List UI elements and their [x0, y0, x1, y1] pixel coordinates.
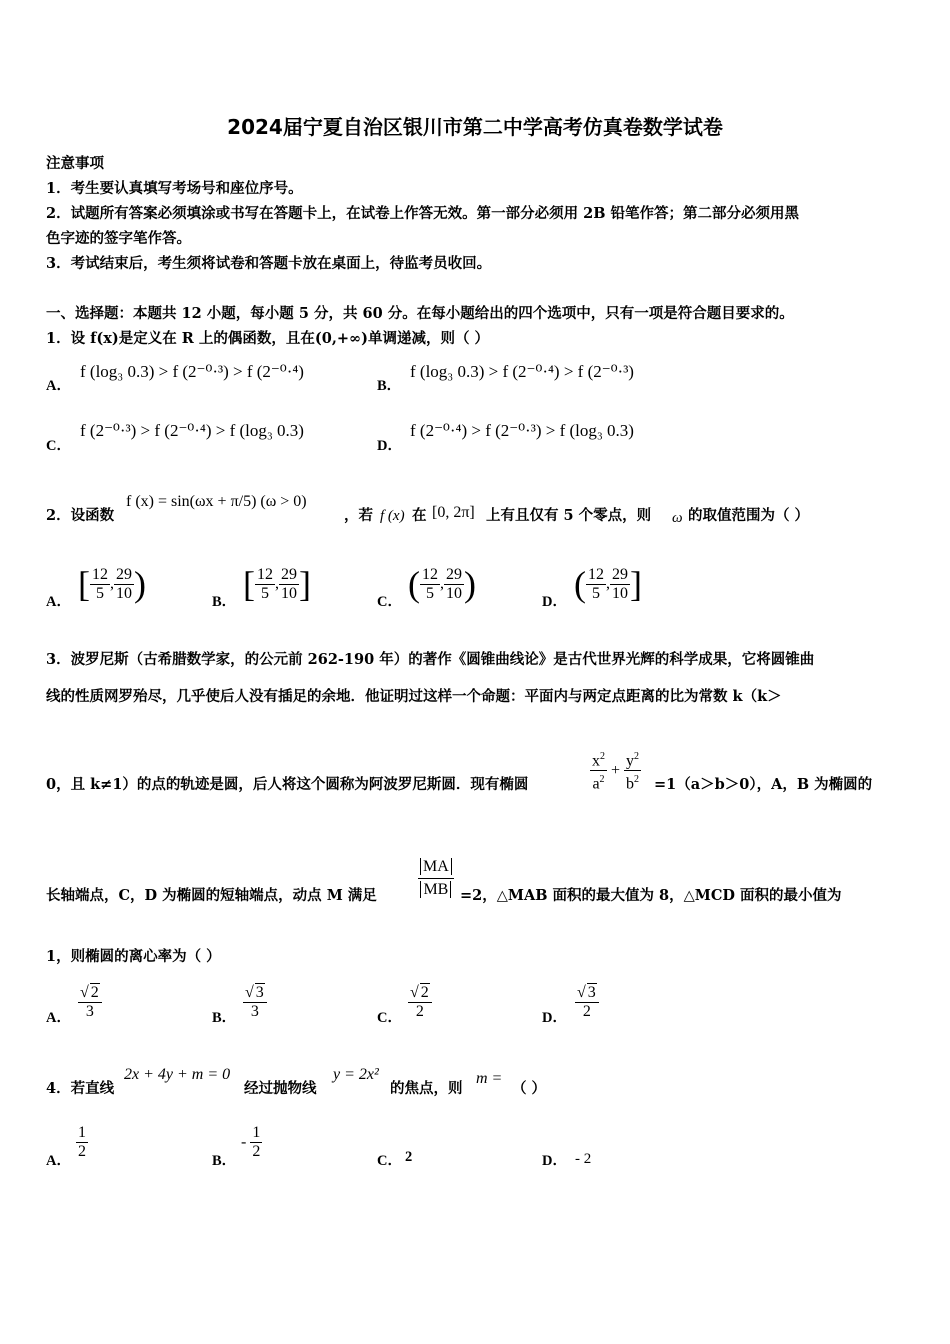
denominator: $b^2$ — [626, 774, 640, 793]
open-bracket: ( — [574, 564, 586, 604]
q4-parabola: y = 2x² — [333, 1066, 379, 1083]
q2-option-c: ( $\frac{12}{5}$ , $\frac{29}{10}$ ) — [408, 564, 476, 604]
q4-option-c: 2 — [405, 1149, 413, 1165]
denominator: 3 — [250, 1003, 259, 1020]
question-3-line: =2，△MAB 面积的最大值为 8，△MCD 面积的最小值为 — [460, 887, 842, 904]
q2-option-label: D． — [542, 594, 567, 610]
numerator: 29 — [446, 565, 462, 583]
q2-option-d: ( $\frac{12}{5}$ , $\frac{29}{10}$ ] — [574, 564, 642, 604]
radicand: 2 — [420, 984, 429, 1001]
numerator: 29 — [281, 565, 297, 583]
q4-option-b — [241, 1124, 262, 1161]
radicand: 3 — [255, 984, 264, 1001]
q1-option-c: f (2⁻⁰·³) > f (2⁻⁰·⁴) > f (log₃ 0.3) — [80, 421, 304, 440]
open-bracket: [ — [78, 564, 90, 604]
q3-option-label: A． — [46, 1010, 71, 1026]
var-y: y — [626, 752, 635, 770]
q1-option-label: A． — [46, 378, 71, 394]
denominator: 2 — [582, 1003, 591, 1020]
q3-option-label: D． — [542, 1010, 567, 1026]
numerator: 12 — [588, 565, 604, 583]
q1-option-d: f (2⁻⁰·⁴) > f (2⁻⁰·³) > f (log₃ 0.3) — [410, 421, 634, 440]
numerator: 1 — [78, 1124, 86, 1141]
denominator: 3 — [85, 1003, 94, 1020]
denominator — [420, 879, 451, 901]
q1-option-label: B． — [377, 378, 402, 394]
denominator: 5 — [592, 584, 600, 602]
q3-option-d — [575, 983, 599, 1021]
q1-option-a: f (log₃ 0.3) > f (2⁻⁰·³) > f (2⁻⁰·⁴) — [80, 362, 304, 381]
close-bracket: ] — [630, 564, 642, 604]
open-bracket: [ — [243, 564, 255, 604]
q2-option-label: C． — [377, 594, 402, 610]
q2-option-label: B． — [212, 594, 237, 610]
denominator: 10 — [446, 584, 462, 602]
page-title: 2024届宁夏自治区银川市第二中学高考仿真卷数学试卷 — [227, 115, 723, 139]
question-4-prefix: 4．若直线 — [46, 1080, 115, 1097]
numerator: 1 — [252, 1124, 261, 1141]
fraction — [408, 983, 432, 1021]
radicand: 3 — [587, 984, 596, 1001]
q1-option-b: f (log₃ 0.3) > f (2⁻⁰·⁴) > f (2⁻⁰·³) — [410, 362, 634, 381]
fraction — [610, 566, 630, 603]
q4-text: （ ） — [512, 1080, 547, 1097]
q2-function: f (x) = sin(ωx + π/5) (ω > 0) — [126, 493, 307, 510]
q2-option-label: A． — [46, 594, 71, 610]
mb: MB — [420, 881, 451, 898]
question-3-line: 线的性质网罗殆尽，几乎使后人没有插足的余地．他证明过这样一个命题：平面内与两定点距离的比为常数 k（k＞ — [46, 688, 782, 705]
q4-option-label: B． — [212, 1153, 237, 1169]
q4-text: 经过抛物线 — [244, 1080, 317, 1097]
fraction — [575, 983, 599, 1021]
numerator: √ 3 — [243, 983, 267, 1003]
question-3-line: 3．波罗尼斯（古希腊数学家，的公元前 262-190 年）的著作《圆锥曲线论》是古代世界光辉的科学成果，它将圆锥曲 — [46, 651, 815, 668]
question-3-line: 1，则椭圆的离心率为（ ） — [46, 948, 221, 965]
q2-text: 在 — [412, 507, 427, 524]
q4-text: 的焦点，则 — [390, 1080, 463, 1097]
var-a: a — [592, 775, 600, 793]
numerator: 12 — [422, 565, 438, 583]
denominator: 10 — [612, 584, 628, 602]
denominator: 10 — [281, 584, 297, 602]
q2-interval: [0, 2π] — [432, 504, 475, 521]
q4-option-label: C． — [377, 1153, 402, 1169]
notice-item: 2．试题所有答案必须填涂或书写在答题卡上，在试卷上作答无效。第一部分必须用 2B 铅笔作答；第二部分必须用黑 — [46, 205, 800, 222]
fraction — [243, 983, 267, 1021]
denominator: 10 — [116, 584, 132, 602]
close-bracket: ] — [299, 564, 311, 604]
q1-option-label: D． — [377, 438, 402, 454]
numerator: √ 2 — [408, 983, 432, 1003]
denominator: 5 — [261, 584, 269, 602]
fraction — [279, 566, 299, 603]
fraction — [78, 983, 102, 1021]
q4-option-label: D． — [542, 1153, 567, 1169]
numerator — [418, 856, 454, 879]
q2-text: 上有且仅有 5 个零点，则 — [486, 507, 652, 524]
fraction — [114, 566, 134, 603]
denominator: $a^2$ — [592, 774, 605, 793]
q4-m: m = — [476, 1070, 503, 1087]
numerator: 29 — [612, 565, 628, 583]
ellipse-equation: $\frac{x^2}{a^2}$ + $\frac{y^2}{b^2}$ — [590, 748, 641, 794]
fraction — [255, 566, 275, 603]
denominator: 2 — [415, 1003, 424, 1020]
denominator: 5 — [426, 584, 434, 602]
var-x: x — [592, 752, 600, 770]
radicand: 2 — [90, 984, 99, 1001]
q3-option-c — [408, 983, 432, 1021]
q2-option-a: [ $\frac{12}{5}$ , $\frac{29}{10}$ ) — [78, 564, 146, 604]
numerator: $y^2$ — [624, 748, 641, 771]
q2-text: 的取值范围为（ ） — [688, 507, 810, 524]
close-bracket: ) — [134, 564, 146, 604]
q4-option-label: A． — [46, 1153, 71, 1169]
denominator: 2 — [78, 1143, 86, 1160]
numerator: √ 2 — [78, 983, 102, 1003]
notice-item: 色字迹的签字笔作答。 — [46, 230, 191, 247]
question-3-line: 0，且 k≠1）的点的轨迹是圆，后人将这个圆称为阿波罗尼斯圆．现有椭圆 — [46, 776, 529, 793]
denominator: 5 — [96, 584, 104, 602]
fraction — [90, 566, 110, 603]
ma: MA — [420, 858, 452, 875]
fraction — [418, 856, 454, 901]
open-bracket: ( — [408, 564, 420, 604]
q3-option-label: C． — [377, 1010, 402, 1026]
q2-text: ，若 — [344, 507, 373, 524]
numerator: 12 — [257, 565, 273, 583]
q4-option-d: - 2 — [575, 1151, 592, 1167]
numerator: √ 3 — [575, 983, 599, 1003]
close-bracket: ) — [464, 564, 476, 604]
section-heading: 一、选择题：本题共 12 小题，每小题 5 分，共 60 分。在每小题给出的四个选项中，只有一项是符合题目要求的。 — [46, 305, 794, 322]
fraction — [420, 566, 440, 603]
q4-option-a — [76, 1124, 88, 1161]
notice-item: 1．考生要认真填写考场号和座位序号。 — [46, 180, 303, 197]
notice-heading: 注意事项 — [46, 155, 104, 172]
q3-option-b — [243, 983, 267, 1021]
question-1-stem: 1．设 f(x)是定义在 R 上的偶函数，且在(0,+∞)单调递减，则（ ） — [46, 330, 490, 347]
notice-item: 3．考试结束后，考生须将试卷和答题卡放在桌面上，待监考员收回。 — [46, 255, 492, 272]
minus-sign: - — [241, 1133, 247, 1151]
numerator: 29 — [116, 565, 132, 583]
var-b: b — [626, 775, 635, 793]
q2-option-b: [ $\frac{12}{5}$ , $\frac{29}{10}$ ] — [243, 564, 311, 604]
numerator: $x^2$ — [590, 748, 607, 771]
fraction — [250, 1124, 262, 1161]
fraction — [590, 748, 607, 794]
numerator: 12 — [92, 565, 108, 583]
fraction — [76, 1124, 88, 1161]
fraction — [586, 566, 606, 603]
question-3-line: =1（a＞b＞0），A，B 为椭圆的 — [654, 776, 873, 793]
fraction — [444, 566, 464, 603]
q3-option-a — [78, 983, 102, 1021]
q2-omega: ω — [672, 510, 683, 526]
q3-option-label: B． — [212, 1010, 237, 1026]
q2-fx: f (x) — [380, 508, 405, 524]
q1-option-label: C． — [46, 438, 71, 454]
q4-line-equation: 2x + 4y + m = 0 — [124, 1066, 231, 1083]
fraction — [624, 748, 641, 794]
question-3-line: 长轴端点，C，D 为椭圆的短轴端点，动点 M 满足 — [46, 887, 377, 904]
ratio-ma-mb — [418, 856, 454, 901]
question-2-prefix: 2．设函数 — [46, 507, 115, 524]
denominator: 2 — [252, 1143, 261, 1160]
